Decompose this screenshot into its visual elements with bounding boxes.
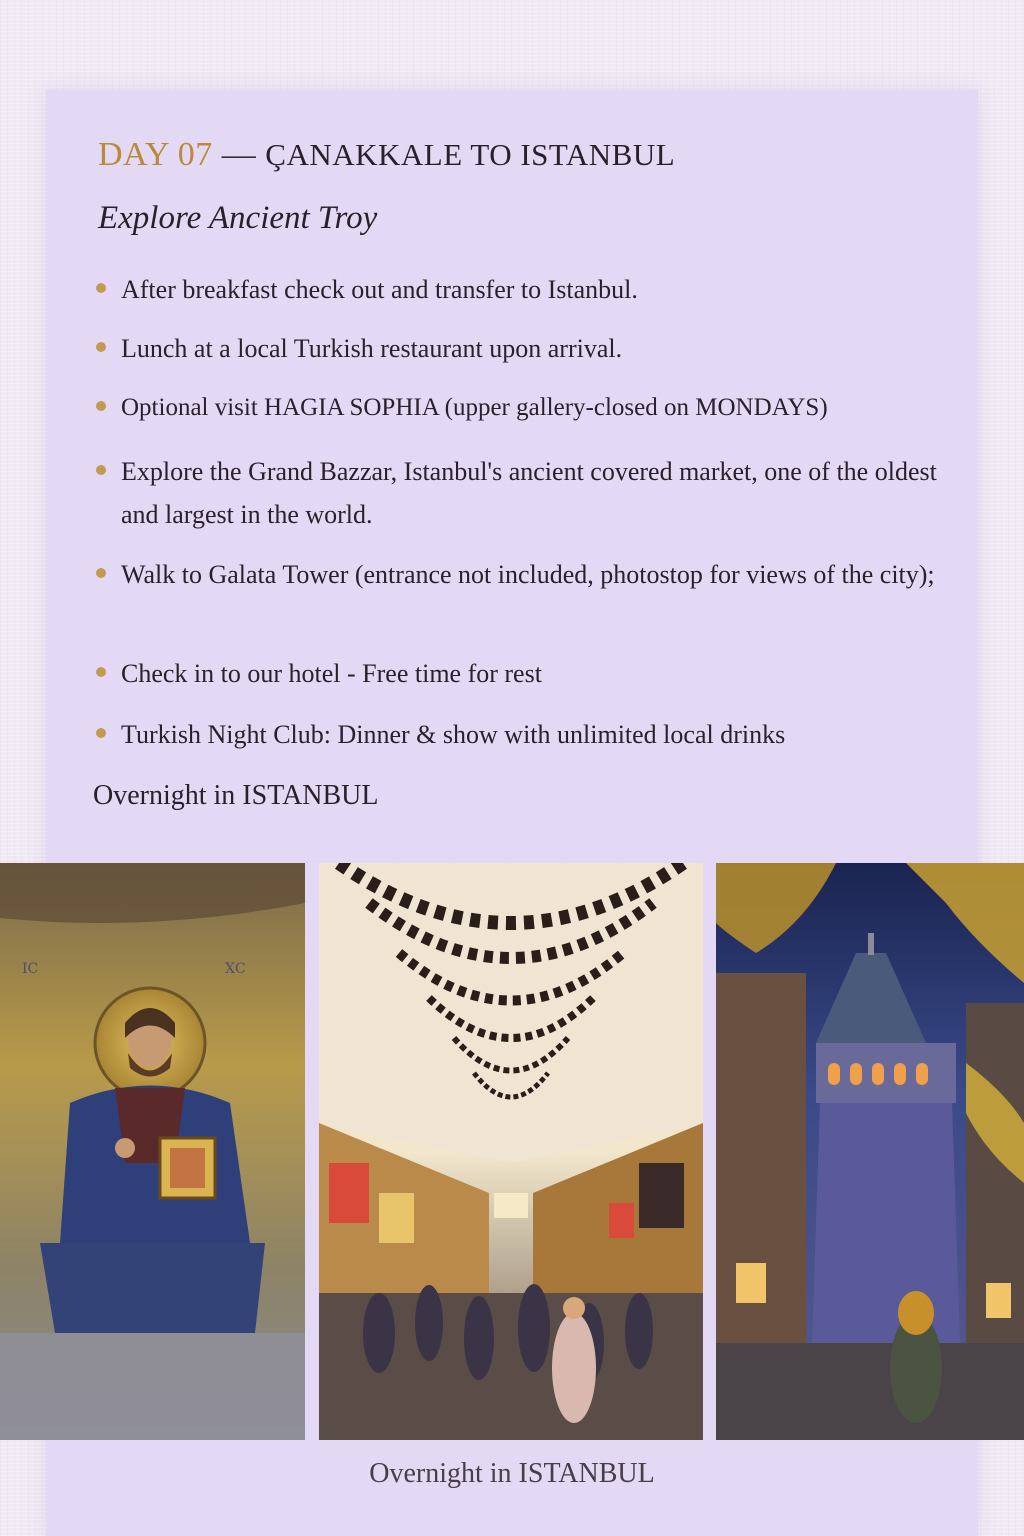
overnight-note: Overnight in ISTANBUL [93,780,379,811]
grand-bazaar-photo [319,863,703,1440]
itinerary-item-text: Lunch at a local Turkish restaurant upon arrival. [121,334,623,363]
itinerary-item-text: Optional visit HAGIA SOPHIA (upper gallery-closed on MONDAYS) [121,394,828,421]
galata-tower-photo [716,863,1024,1440]
bullet-icon [96,728,106,738]
itinerary-item [96,553,991,596]
bullet-icon [96,465,106,475]
bullet-icon [96,342,106,352]
itinerary-item-text: Explore the Grand Bazzar, Istanbul's ancient covered market, one of the oldest and largest in the world. [121,457,937,529]
bullet-icon [96,401,106,411]
hagia-sophia-mosaic-photo [0,863,305,1440]
itinerary-item [96,386,1006,429]
day-subtitle: Explore Ancient Troy [98,200,378,236]
itinerary-item [96,713,996,756]
itinerary-item-text: After breakfast check out and transfer to Istanbul. [121,275,638,304]
svg-text:ΧϹ: ΧϹ [225,961,246,977]
svg-text:ΙϹ: ΙϹ [22,961,39,977]
route-title: ÇANAKKALE TO ISTANBUL [265,137,676,172]
itinerary-item [96,652,976,695]
day-title [98,136,675,174]
footer-overnight: Overnight in ISTANBUL [369,1458,655,1489]
bullet-icon [96,568,106,578]
itinerary-item-text: Check in to our hotel - Free time for rest [121,659,542,688]
itinerary-item [96,268,976,311]
day-label: DAY 07 [98,136,213,173]
bullet-icon [96,283,106,293]
itinerary-item-text: Turkish Night Club: Dinner & show with unlimited local drinks [121,720,786,749]
itinerary-item [96,450,946,536]
title-dash: — [221,136,257,173]
itinerary-item-text: Walk to Galata Tower (entrance not included, photostop for views of the city); [121,560,935,589]
bullet-icon [96,667,106,677]
itinerary-item [96,327,976,370]
